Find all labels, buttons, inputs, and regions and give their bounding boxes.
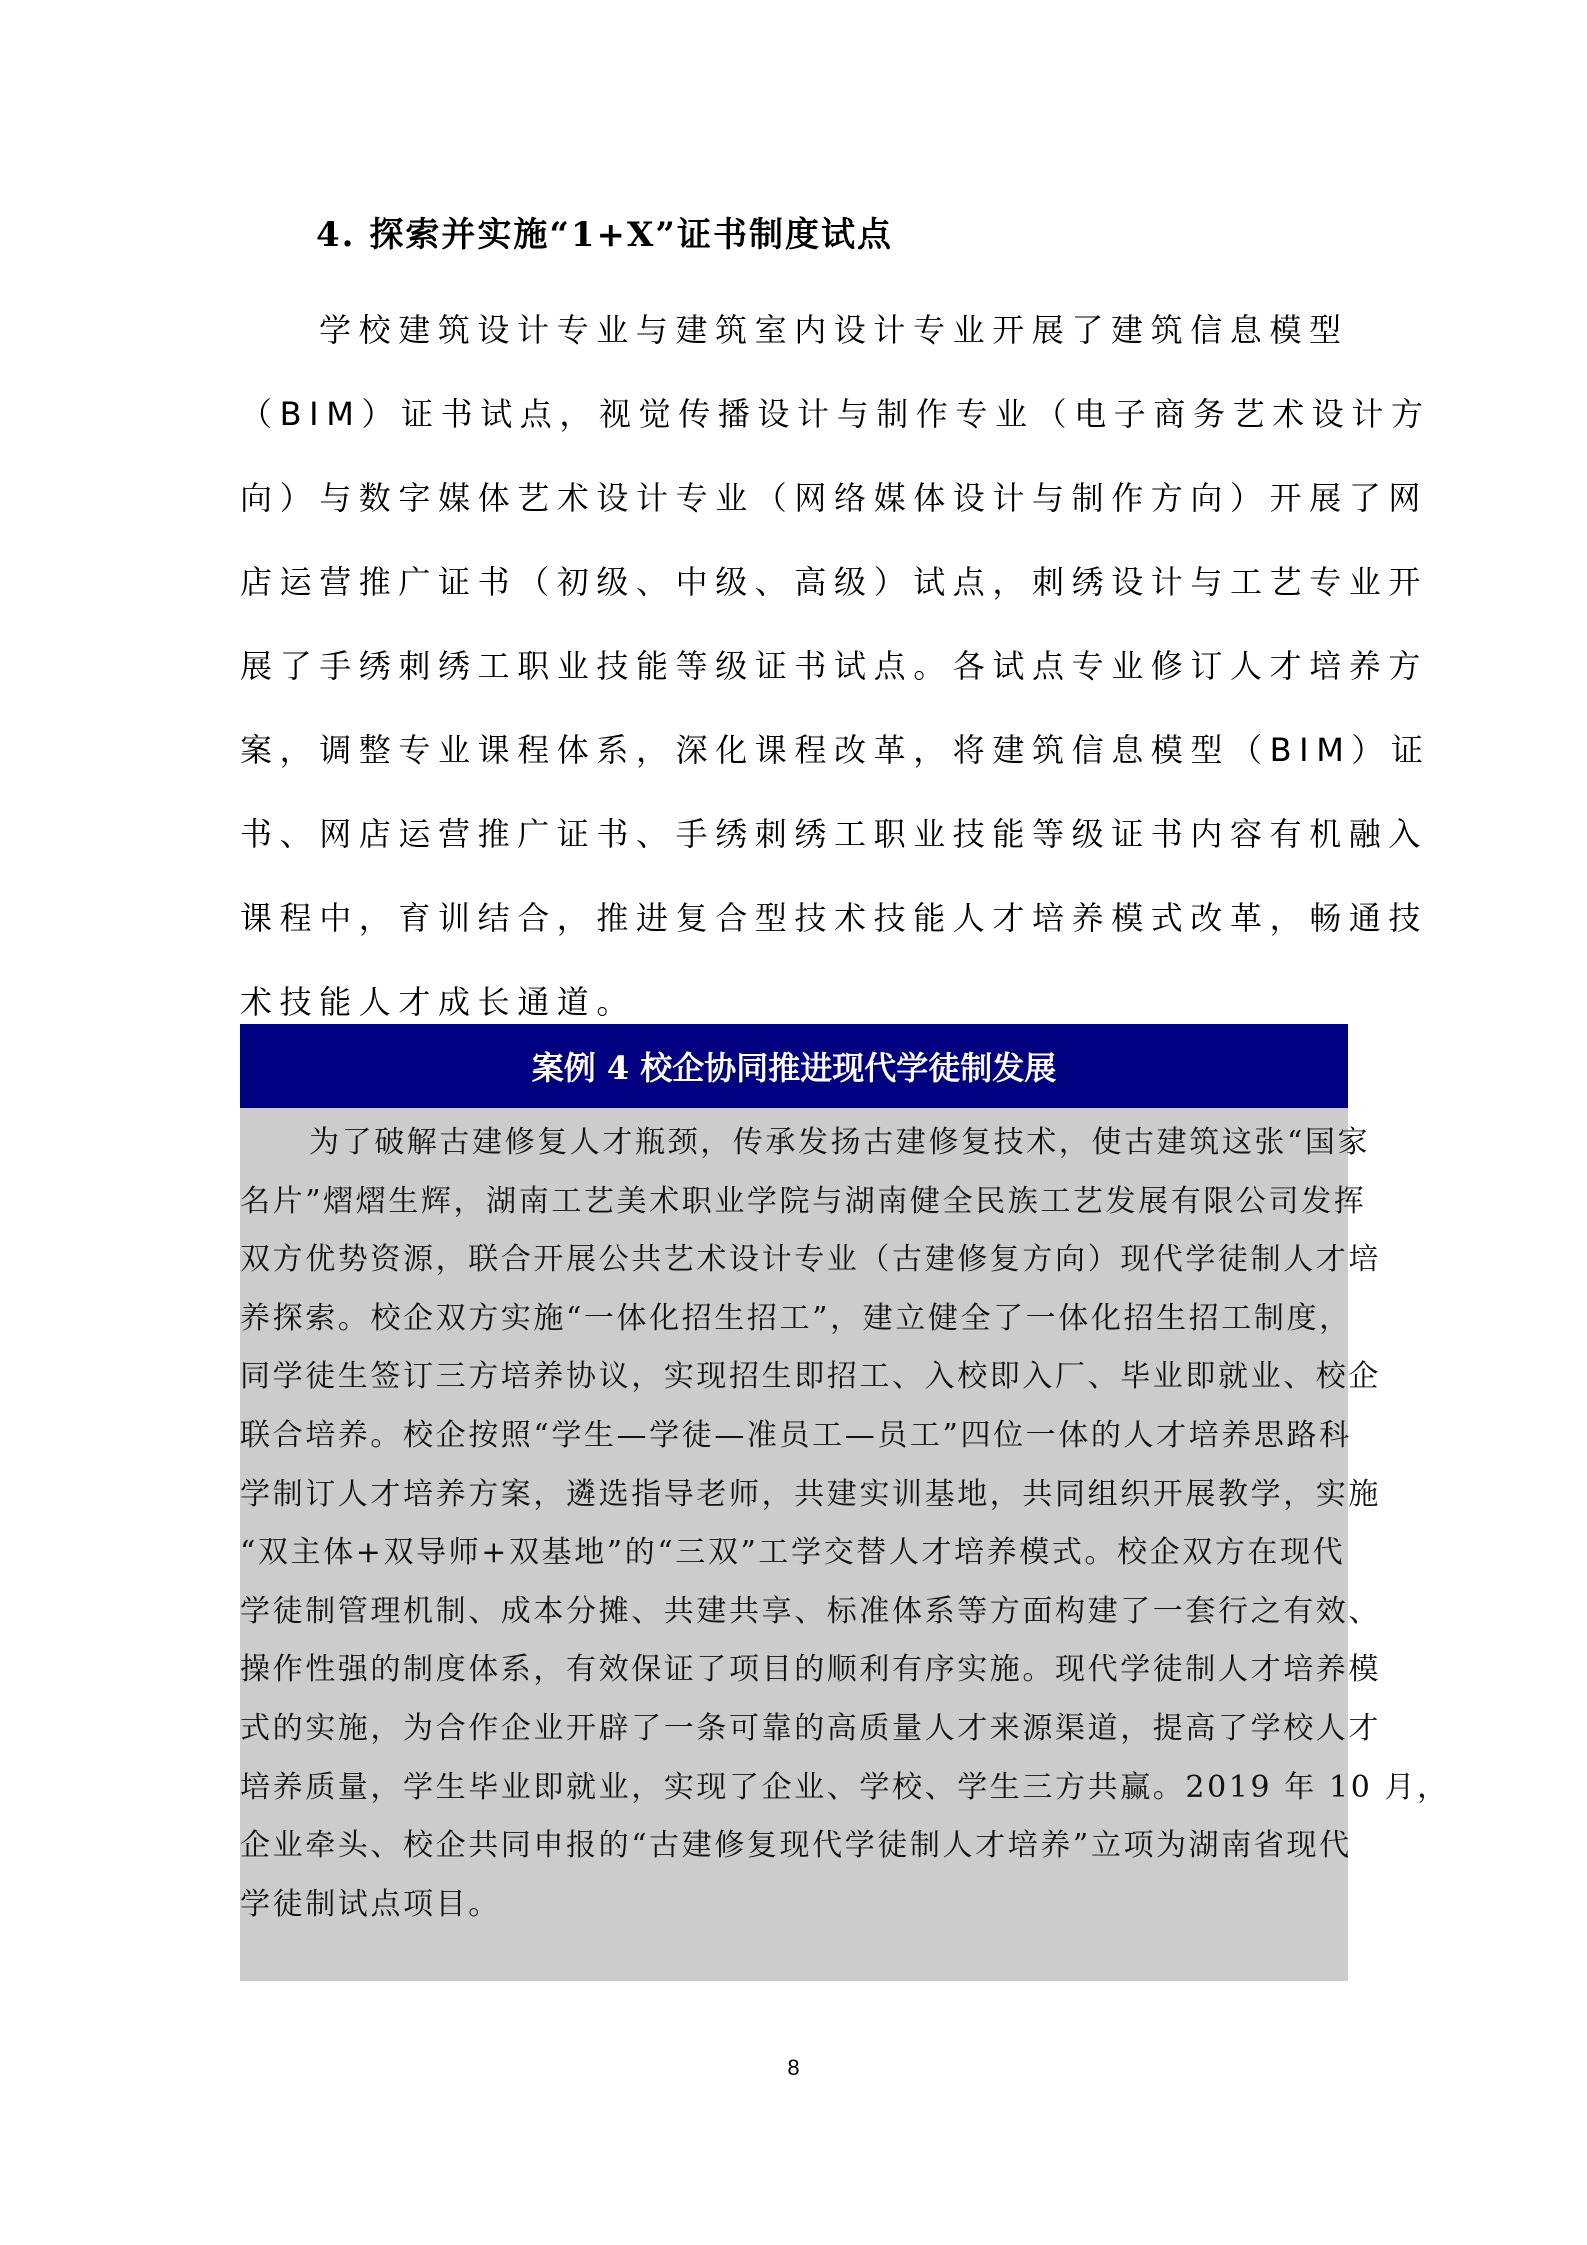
case-line: 为了破解古建修复人才瓶颈，传承发扬古建修复技术，使古建筑这张“国家	[309, 1125, 1371, 1160]
paragraph-line: 展了手绣刺绣工职业技能等级证书试点。各试点专业修订人才培养方	[240, 647, 1429, 685]
case-line: 操作性强的制度体系，有效保证了项目的顺利有序实施。现代学徒制人才培养模	[240, 1652, 1381, 1688]
section-heading: 4. 探索并实施“1+X”证书制度试点	[316, 215, 893, 255]
paragraph-line: 课程中，育训结合，推进复合型技术技能人才培养模式改革，畅通技	[240, 899, 1429, 937]
case-study-box	[240, 1024, 1450, 1981]
case-line: 学徒制管理机制、成本分摊、共建共享、标准体系等方面构建了一套行之有效、	[240, 1593, 1381, 1629]
case-study-body	[240, 1108, 1450, 1934]
case-line: 企业牵头、校企共同申报的“古建修复现代学徒制人才培养”立项为湖南省现代	[240, 1828, 1352, 1864]
case-line: 学制订人才培养方案，遴选指导老师，共建实训基地，共同组织开展教学，实施	[240, 1476, 1381, 1512]
case-line: 名片”熠熠生辉，湖南工艺美术职业学院与湖南健全民族工艺发展有限公司发挥	[240, 1183, 1367, 1219]
paragraph-line: 店运营推广证书（初级、中级、高级）试点，刺绣设计与工艺专业开	[240, 563, 1429, 601]
case-line: 培养质量，学生毕业即就业，实现了企业、学校、学生三方共赢。2019 年 10 月，	[240, 1769, 1450, 1805]
page-number: 8	[787, 2055, 800, 2080]
case-line: “双主体+双导师+双基地”的“三双”工学交替人才培养模式。校企双方在现代	[240, 1535, 1346, 1571]
case-line: 养探索。校企双方实施“一体化招生招工”，建立健全了一体化招生招工制度，	[240, 1300, 1352, 1336]
paragraph-line: 案，调整专业课程体系，深化课程改革，将建筑信息模型（BIM）证	[240, 731, 1431, 769]
case-line: 式的实施，为合作企业开辟了一条可靠的高质量人才来源渠道，提高了学校人才	[240, 1710, 1381, 1746]
case-line: 同学徒生签订三方培养协议，实现招生即招工、入校即入厂、毕业即就业、校企	[240, 1359, 1381, 1395]
case-study-title: 案例 4 校企协同推进现代学徒制发展	[240, 1024, 1348, 1108]
paragraph-line: 书、网店运营推广证书、手绣刺绣工职业技能等级证书内容有机融入	[240, 815, 1429, 853]
case-line: 双方优势资源，联合开展公共艺术设计专业（古建修复方向）现代学徒制人才培	[240, 1242, 1381, 1278]
paragraph-line: 术技能人才成长通道。	[240, 983, 637, 1021]
case-line: 学徒制试点项目。	[240, 1886, 501, 1922]
section-paragraph	[240, 288, 1431, 1044]
case-line: 联合培养。校企按照“学生—学徒—准员工—员工”四位一体的人才培养思路科	[240, 1417, 1352, 1453]
paragraph-line: 学校建筑设计专业与建筑室内设计专业开展了建筑信息模型	[319, 311, 1349, 349]
paragraph-line: 向）与数字媒体艺术设计专业（网络媒体设计与制作方向）开展了网	[240, 479, 1429, 517]
paragraph-line: （BIM）证书试点，视觉传播设计与制作专业（电子商务艺术设计方	[240, 395, 1431, 433]
